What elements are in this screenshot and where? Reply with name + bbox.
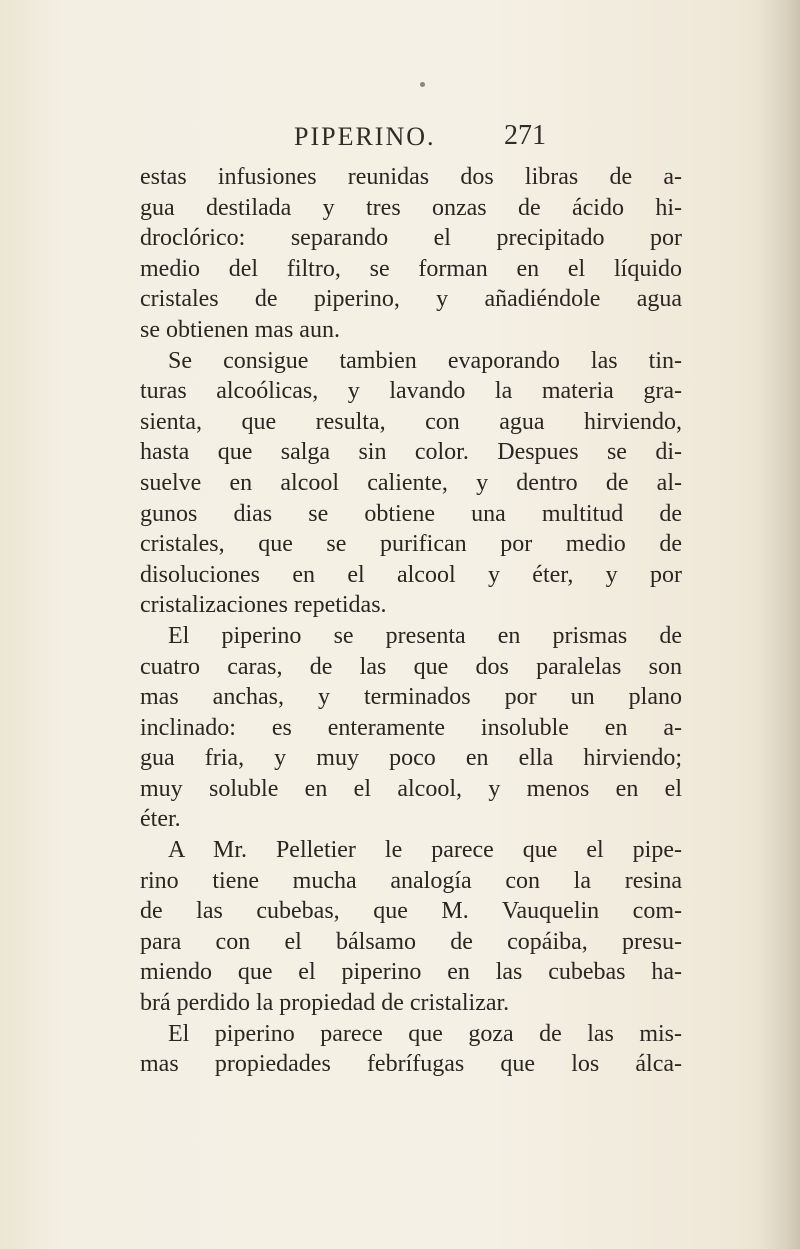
text-line: cristales de piperino, y añadiéndole agua (140, 286, 682, 313)
text-line: sienta, que resulta, con agua hirviendo, (140, 408, 682, 435)
text-line: cristalizaciones repetidas. (140, 592, 387, 619)
text-line: medio del filtro, se forman en el líquido (140, 255, 682, 282)
ink-speck (420, 82, 425, 87)
page-number: 271 (504, 120, 546, 151)
text-line: miendo que el piperino en las cubebas ha- (140, 959, 682, 986)
text-line: cristales, que se purifican por medio de (140, 531, 682, 558)
text-line: rino tiene mucha analogía con la resina (140, 867, 682, 894)
text-line: brá perdido la propiedad de cristalizar. (140, 990, 510, 1017)
text-line: hasta que salga sin color. Despues se di- (140, 439, 682, 466)
text-line: gua fria, y muy poco en ella hirviendo; (140, 745, 682, 772)
text-line: de las cubebas, que M. Vauquelin com- (140, 898, 682, 925)
running-head: PIPERINO. (294, 122, 436, 151)
text-line: mas propiedades febrífugas que los álca- (140, 1051, 682, 1078)
text-line: droclórico: separando el precipitado por (140, 225, 682, 252)
text-line: estas infusiones reunidas dos libras de a- (140, 164, 682, 190)
text-line: A Mr. Pelletier le parece que el pipe- (168, 837, 682, 864)
text-line: disoluciones en el alcool y éter, y por (140, 561, 682, 588)
text-line: muy soluble en el alcool, y menos en el (140, 775, 682, 802)
text-line: para con el bálsamo de copáiba, presu- (140, 928, 682, 955)
text-line: mas anchas, y terminados por un plano (140, 684, 682, 711)
text-line: suelve en alcool caliente, y dentro de al- (140, 469, 682, 496)
text-line: Se consigue tambien evaporando las tin- (168, 347, 682, 374)
text-line: El piperino parece que goza de las mis- (168, 1020, 682, 1047)
text-line: cuatro caras, de las que dos paralelas son (140, 653, 682, 680)
text-line: turas alcoólicas, y lavando la materia gra- (140, 378, 682, 405)
body-text (140, 162, 682, 1080)
page-header (294, 122, 574, 158)
page-gutter-shadow (760, 0, 800, 1249)
text-line: El piperino se presenta en prismas de (168, 622, 682, 649)
text-line: inclinado: es enteramente insoluble en a- (140, 714, 682, 741)
text-line: gua destilada y tres onzas de ácido hi- (140, 194, 682, 221)
text-line: se obtienen mas aun. (140, 316, 340, 343)
text-line: éter. (140, 806, 181, 833)
text-line: gunos dias se obtiene una multitud de (140, 500, 682, 527)
